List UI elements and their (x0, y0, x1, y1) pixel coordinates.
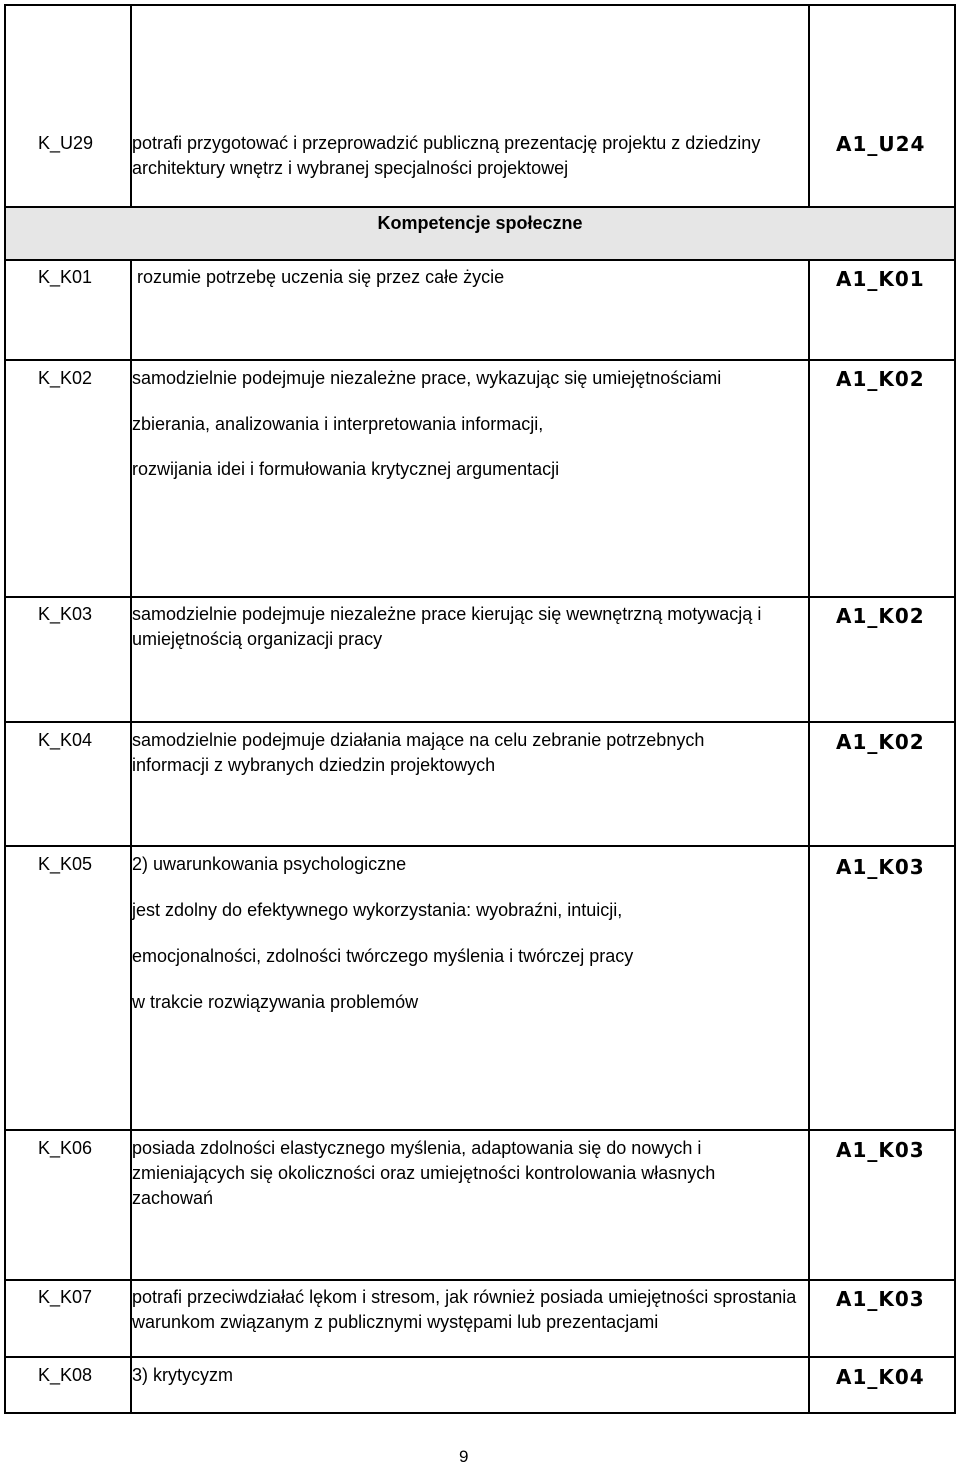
row-divider (4, 845, 956, 847)
row-reference: A1_K02 (836, 367, 925, 391)
row-description-line: w trakcie rozwiązywania problemów (132, 992, 419, 1012)
row-reference: A1_K03 (836, 1138, 925, 1162)
row-code: K_K08 (38, 1365, 93, 1385)
row-code: K_K05 (38, 854, 93, 874)
row-code: K_K02 (38, 368, 93, 388)
row-divider (4, 596, 956, 598)
column-divider-ref (808, 4, 810, 207)
row-description: samodzielnie podejmuje działania mające na celu zebranie potrzebnych informacji z wybranych dziedzin projektowych (132, 730, 705, 775)
row-reference: A1_K01 (836, 267, 925, 291)
row-description-line: zbierania, analizowania i interpretowania informacji, (132, 414, 544, 434)
row-description: posiada zdolności elastycznego myślenia, adaptowania się do nowych i zmieniających się okoliczności oraz umiejętności kontrolowania własnych zachowań (132, 1138, 716, 1208)
row-reference: A1_K04 (836, 1365, 925, 1389)
row-description: potrafi przeciwdziałać lękom i stresom, jak również posiada umiejętności sprostania warunkom związanym z publicznymi występami lub prezentacjami (132, 1287, 797, 1332)
row-reference: A1_K02 (836, 730, 925, 754)
column-divider-ref (808, 260, 810, 1414)
row-reference: A1_K02 (836, 604, 925, 628)
row-code: K_K01 (38, 267, 93, 287)
row-divider (4, 359, 956, 361)
row-reference: A1_K03 (836, 1287, 925, 1311)
row-divider (4, 1412, 956, 1414)
row-divider (4, 1129, 956, 1131)
section-title: Kompetencje społeczne (377, 213, 583, 233)
row-divider (4, 4, 956, 6)
row-divider (4, 206, 956, 208)
row-divider (4, 259, 956, 261)
row-code: K_U29 (38, 133, 94, 153)
row-divider (4, 1356, 956, 1358)
row-description: 3) krytycyzm (132, 1365, 233, 1385)
page-number: 9 (459, 1447, 469, 1466)
row-code: K_K07 (38, 1287, 93, 1307)
row-reference: A1_U24 (836, 132, 926, 156)
row-description-line: rozwijania idei i formułowania krytycznej argumentacji (132, 459, 560, 479)
row-description-line: emocjonalności, zdolności twórczego myślenia i twórczej pracy (132, 946, 634, 966)
row-code: K_K06 (38, 1138, 93, 1158)
row-reference: A1_K03 (836, 855, 925, 879)
row-description: potrafi przygotować i przeprowadzić publiczną prezentację projektu z dziedziny architektury wnętrz i wybranej specjalności projektowej (132, 133, 761, 178)
row-divider (4, 721, 956, 723)
row-code: K_K03 (38, 604, 93, 624)
row-description: rozumie potrzebę uczenia się przez całe życie (137, 267, 505, 287)
row-description-line: 2) uwarunkowania psychologiczne (132, 854, 407, 874)
row-description: samodzielnie podejmuje niezależne prace kierując się wewnętrzną motywacją i umiejętnością organizacji pracy (132, 604, 762, 649)
row-code: K_K04 (38, 730, 93, 750)
row-description-line: samodzielnie podejmuje niezależne prace, wykazując się umiejętnościami (132, 368, 722, 388)
row-description-line: jest zdolny do efektywnego wykorzystania: wyobraźni, intuicji, (132, 900, 623, 920)
row-divider (4, 1279, 956, 1281)
